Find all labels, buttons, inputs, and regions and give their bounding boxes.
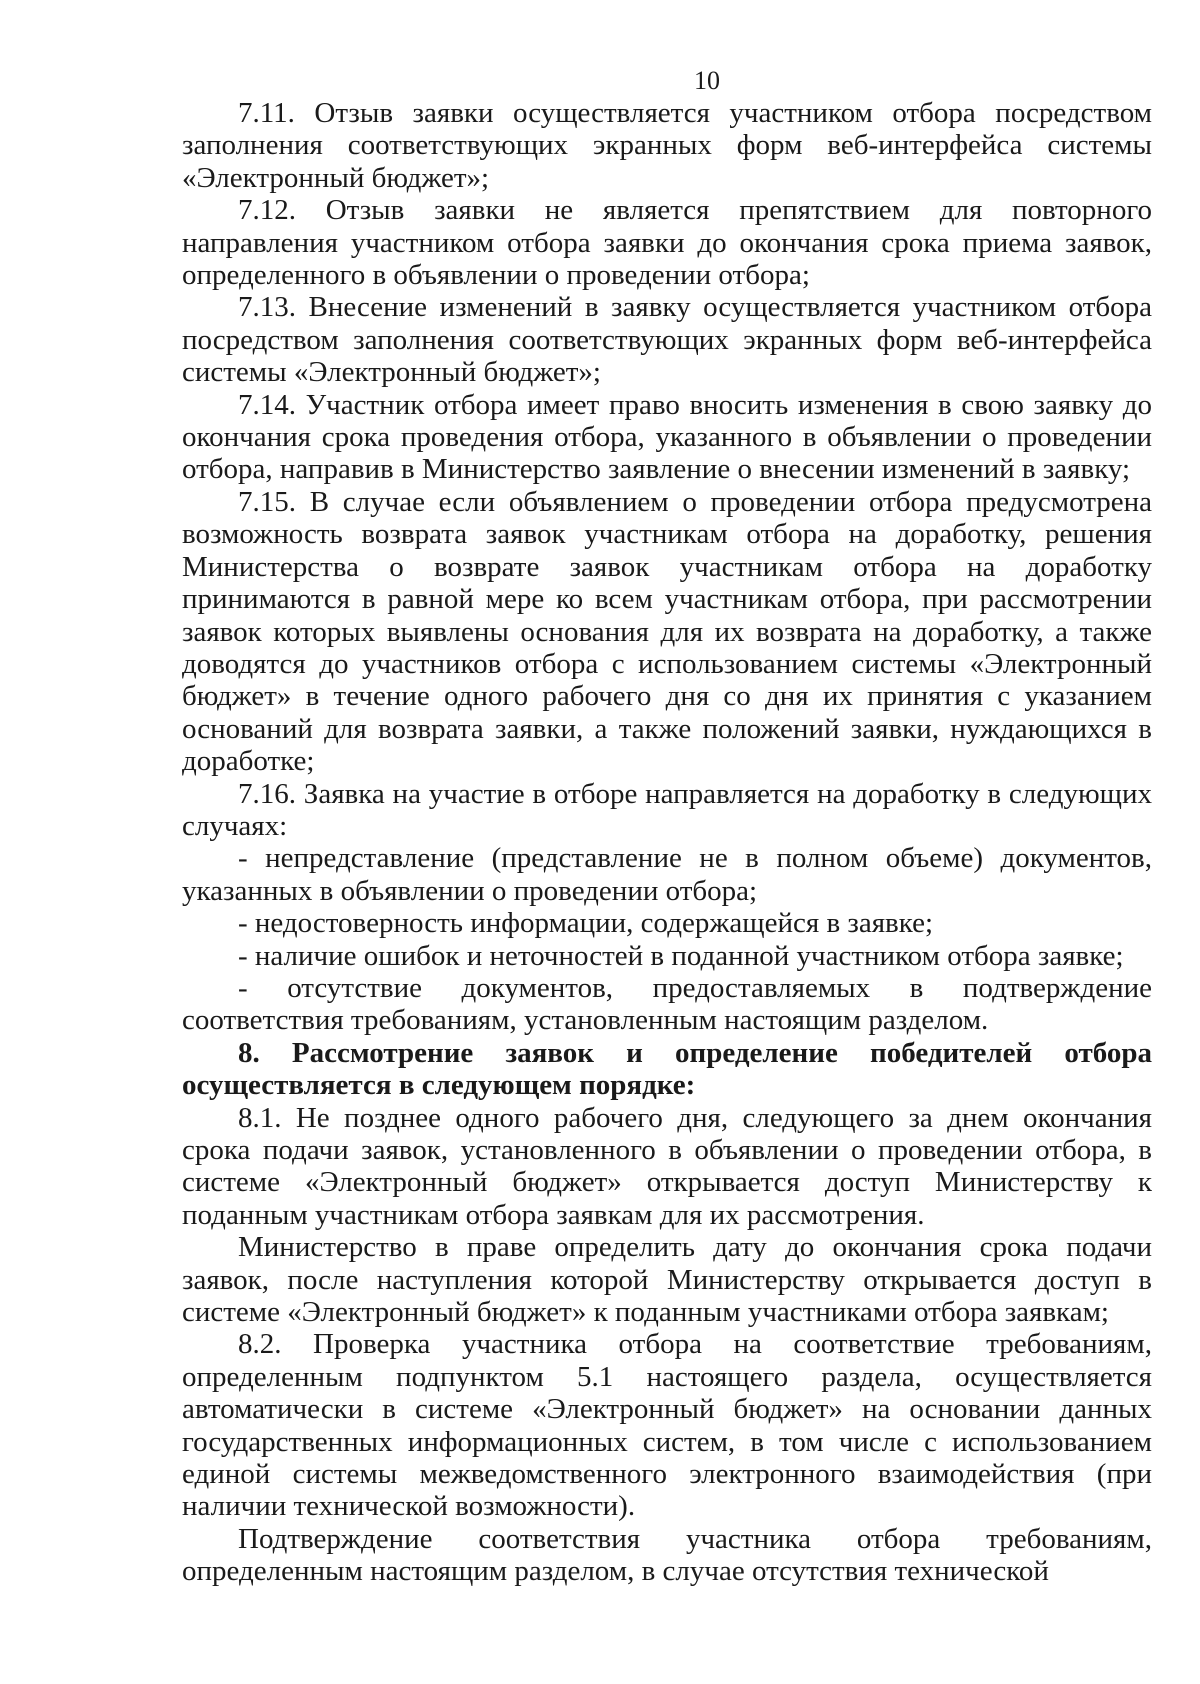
paragraph-7-15: 7.15. В случае если объявлением о проведении отбора предусмотрена возможность возврата заявок участникам отбора на доработку, решения Министерства о возврате заявок участникам отбора на доработку принимаются в равной мере ко всем участникам отбора, при рассмотрении заявок которых выявлены основания для их возврата на доработку, а также доводятся до участников отбора с использованием системы «Электронный бюджет» в течение одного рабочего дня со дня их принятия с указанием оснований для возврата заявки, а также положений заявки, нуждающихся в доработке; [182, 485, 1152, 778]
paragraph-7-14: 7.14. Участник отбора имеет право вносить изменения в свою заявку до окончания срока проведения отбора, указанного в объявлении о проведении отбора, направив в Министерство заявление о внесении изменений в заявку; [182, 388, 1152, 486]
paragraph-ministry-date: Министерство в праве определить дату до окончания срока подачи заявок, после наступления которой Министерству открывается доступ в системе «Электронный бюджет» к поданным участниками отбора заявкам; [182, 1231, 1152, 1329]
page-number: 10 [694, 66, 720, 95]
paragraph-7-12: 7.12. Отзыв заявки не является препятствием для повторного направления участником отбора заявки до окончания срока приема заявок, определенного в объявлении о проведении отбора; [182, 194, 1152, 292]
section-8-heading: 8. Рассмотрение заявок и определение победителей отбора осуществляется в следующем порядке: [182, 1036, 1152, 1102]
paragraph-7-11: 7.11. Отзыв заявки осуществляется участником отбора посредством заполнения соответствующих экранных форм веб-интерфейса системы «Электронный бюджет»; [182, 97, 1152, 194]
paragraph-7-16: 7.16. Заявка на участие в отборе направляется на доработку в следующих случаях: [182, 777, 1152, 842]
paragraph-8-2: 8.2. Проверка участника отбора на соответствие требованиям, определенным подпунктом 5.1 настоящего раздела, осуществляется автоматически в системе «Электронный бюджет» на основании данных государственных информационных систем, в том числе с использованием единой системы межведомственного электронного взаимодействия (при наличии технической возможности). [182, 1328, 1152, 1523]
paragraph-7-13: 7.13. Внесение изменений в заявку осуществляется участником отбора посредством заполнения соответствующих экранных форм веб-интерфейса системы «Электронный бюджет»; [182, 291, 1152, 389]
list-item-incomplete-documents: - непредставление (представление не в полном объеме) документов, указанных в объявлении о проведении отбора; [182, 842, 1152, 907]
list-item-missing-documents: - отсутствие документов, предоставляемых в подтверждение соответствия требованиям, установленным настоящим разделом. [182, 971, 1152, 1037]
list-item-unreliable-information: - недостоверность информации, содержащейся в заявке; [238, 907, 934, 940]
list-item-errors: - наличие ошибок и неточностей в поданной участником отбора заявке; [238, 939, 1124, 972]
paragraph-8-1: 8.1. Не позднее одного рабочего дня, следующего за днем окончания срока подачи заявок, установленного в объявлении о проведении отбора, в системе «Электронный бюджет» открывается доступ Министерству к поданным участникам отбора заявкам для их рассмотрения. [182, 1101, 1152, 1231]
paragraph-confirmation: Подтверждение соответствия участника отбора требованиям, определенным настоящим разделом, в случае отсутствия технической [182, 1522, 1152, 1588]
document-body [182, 97, 1152, 1588]
